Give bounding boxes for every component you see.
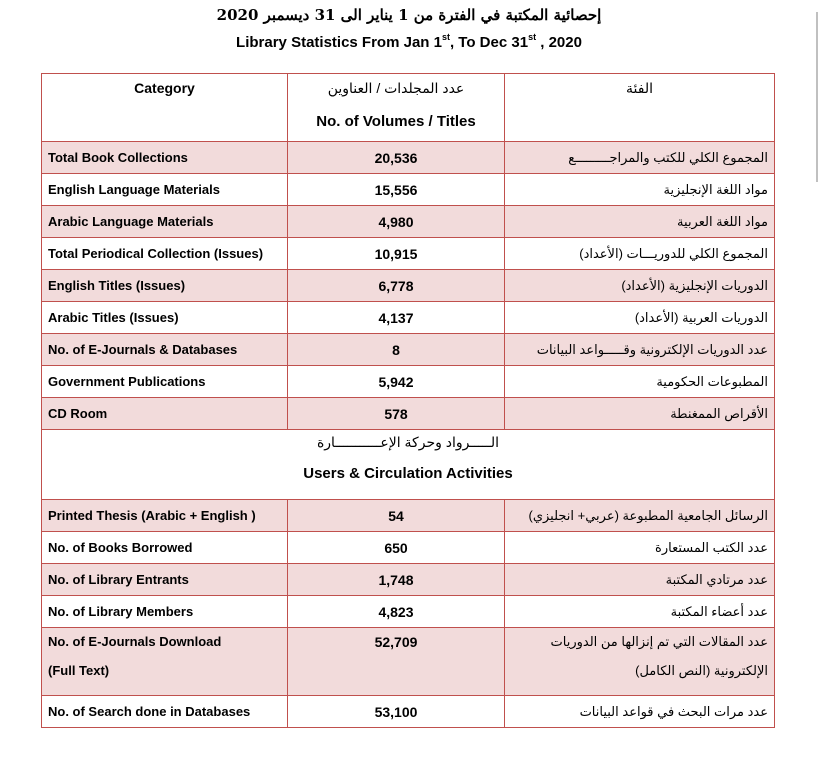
row-label-ar: المجموع الكلي للكتب والمراجـــــــــع <box>505 142 775 174</box>
row-label-en: No. of Books Borrowed <box>42 532 288 564</box>
row-label-en: CD Room <box>42 398 288 430</box>
row-label-ar: الرسائل الجامعية المطبوعة (عربي+ انجليزي) <box>505 500 775 532</box>
row-label-ar: عدد مرتادي المكتبة <box>505 564 775 596</box>
row-label-en-line2: (Full Text) <box>48 663 110 678</box>
row-value: 8 <box>288 334 505 366</box>
row-value: 5,942 <box>288 366 505 398</box>
row-value: 15,556 <box>288 174 505 206</box>
row-label-en: No. of Library Entrants <box>42 564 288 596</box>
row-label-en-line1: No. of E-Journals Download <box>48 634 222 649</box>
title-middle: , To Dec 31 <box>449 34 529 51</box>
row-label-ar: المطبوعات الحكومية <box>505 366 775 398</box>
row-label-ar: مواد اللغة الإنجليزية <box>505 174 775 206</box>
title-suffix: , 2020 <box>536 34 582 51</box>
row-label-ar-line2: الإلكترونية (النص الكامل) <box>635 663 768 678</box>
table-row <box>42 142 775 174</box>
table-row <box>42 628 775 696</box>
row-label-en: No. of E-Journals & Databases <box>42 334 288 366</box>
table-row <box>42 532 775 564</box>
table-row <box>42 334 775 366</box>
table-row <box>42 696 775 728</box>
title-sup-2: st <box>528 32 537 42</box>
header-category-arabic-cell <box>505 74 775 142</box>
row-label-en <box>42 628 288 696</box>
table-row <box>42 302 775 334</box>
header-category-arabic: الفئة <box>626 80 653 96</box>
row-value: 650 <box>288 532 505 564</box>
table-row <box>42 564 775 596</box>
section-title-english: Users & Circulation Activities <box>303 465 513 482</box>
header-volumes-arabic: عدد المجلدات / العناوين <box>327 80 465 96</box>
table-row <box>42 596 775 628</box>
row-value: 6,778 <box>288 270 505 302</box>
title-prefix: Library Statistics From Jan 1 <box>236 34 442 51</box>
header-category-cell <box>42 74 288 142</box>
row-value: 20,536 <box>288 142 505 174</box>
row-label-en: No. of Library Members <box>42 596 288 628</box>
row-value: 578 <box>288 398 505 430</box>
row-label-ar: الأقراص الممغنطة <box>505 398 775 430</box>
row-label-en: English Titles (Issues) <box>42 270 288 302</box>
row-label-en: No. of Search done in Databases <box>42 696 288 728</box>
section-title-arabic: الـــــرواد وحركة الإعـــــــــــارة <box>316 434 500 450</box>
table-header-row <box>42 74 775 142</box>
row-value: 4,980 <box>288 206 505 238</box>
table-row <box>42 366 775 398</box>
table-row <box>42 238 775 270</box>
row-value: 10,915 <box>288 238 505 270</box>
row-label-ar: مواد اللغة العربية <box>505 206 775 238</box>
row-label-en: Printed Thesis (Arabic + English ) <box>42 500 288 532</box>
table-row <box>42 174 775 206</box>
table-row <box>42 206 775 238</box>
row-value: 4,137 <box>288 302 505 334</box>
section-header-row <box>42 430 775 500</box>
section-header-cell <box>42 430 775 500</box>
header-volumes-cell <box>288 74 505 142</box>
title-sup-1: st <box>441 32 450 42</box>
row-label-ar: عدد الدوريات الإلكترونية وقـــــواعد البيانات <box>505 334 775 366</box>
row-label-en: Government Publications <box>42 366 288 398</box>
row-label-ar: عدد الكتب المستعارة <box>505 532 775 564</box>
row-label-en: Total Periodical Collection (Issues) <box>42 238 288 270</box>
table-row <box>42 398 775 430</box>
row-value: 4,823 <box>288 596 505 628</box>
document-title-arabic: إحصائية المكتبة في الفترة من 1 يناير الى 31 ديسمبر 2020 <box>216 6 602 24</box>
row-label-ar: الدوريات العربية (الأعداد) <box>505 302 775 334</box>
table-row <box>42 270 775 302</box>
header-category: Category <box>134 80 195 96</box>
row-value: 52,709 <box>288 628 505 696</box>
row-label-en: Total Book Collections <box>42 142 288 174</box>
row-value: 54 <box>288 500 505 532</box>
row-label-en: Arabic Language Materials <box>42 206 288 238</box>
table-row <box>42 500 775 532</box>
row-label-en: Arabic Titles (Issues) <box>42 302 288 334</box>
library-statistics-table <box>41 73 775 728</box>
row-label-ar <box>505 628 775 696</box>
row-value: 53,100 <box>288 696 505 728</box>
row-value: 1,748 <box>288 564 505 596</box>
row-label-ar: المجموع الكلي للدوريـــات (الأعداد) <box>505 238 775 270</box>
document-title-english <box>0 30 818 56</box>
row-label-ar-line1: عدد المقالات التي تم إنزالها من الدوريات <box>550 634 768 649</box>
row-label-ar: الدوريات الإنجليزية (الأعداد) <box>505 270 775 302</box>
row-label-ar: عدد أعضاء المكتبة <box>505 596 775 628</box>
row-label-en: English Language Materials <box>42 174 288 206</box>
header-volumes-english: No. of Volumes / Titles <box>316 113 476 130</box>
row-label-ar: عدد مرات البحث في قواعد البيانات <box>505 696 775 728</box>
